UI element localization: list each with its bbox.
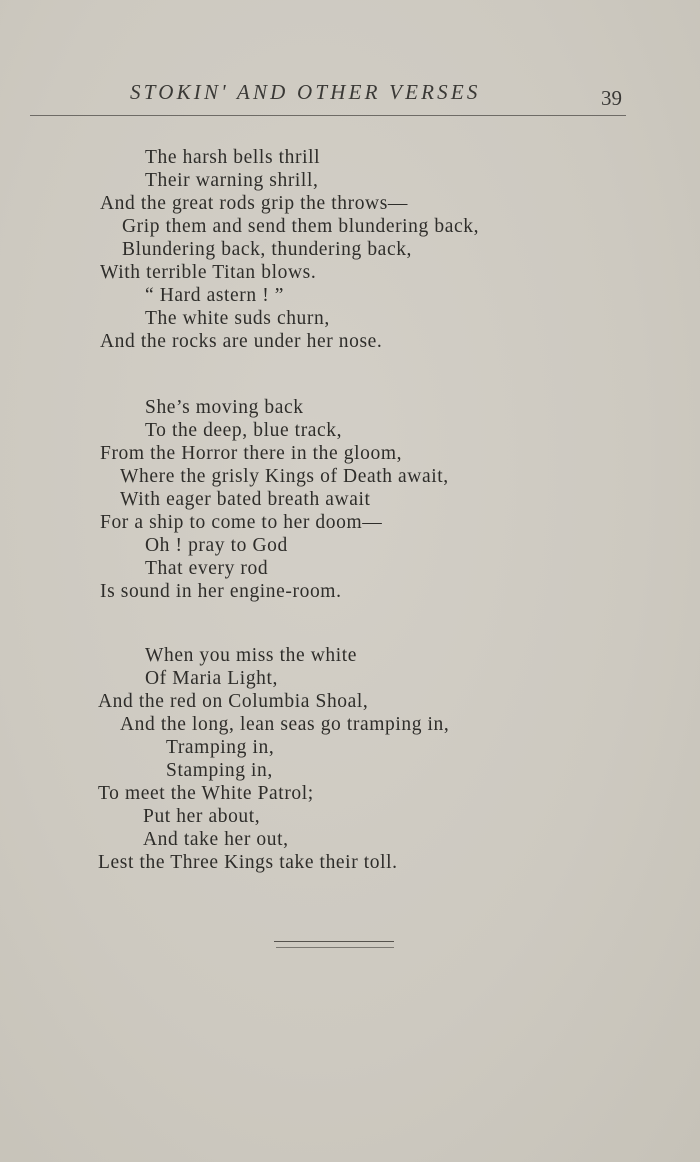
poem-line: And the great rods grip the throws— — [100, 193, 409, 214]
poem-line: Stamping in, — [166, 760, 273, 781]
poem-line: The white suds churn, — [145, 308, 330, 329]
poem-line: From the Horror there in the gloom, — [100, 443, 403, 464]
header-rule — [30, 115, 626, 116]
poem-line: Oh ! pray to God — [145, 535, 288, 556]
running-title: STOKIN' AND OTHER VERSES — [130, 80, 481, 104]
poem-line: Lest the Three Kings take their toll. — [98, 852, 398, 873]
poem-line: And the rocks are under her nose. — [100, 331, 383, 352]
poem-line: With terrible Titan blows. — [100, 262, 317, 283]
poem-line: And the long, lean seas go tramping in, — [120, 714, 450, 735]
poem-line: Their warning shrill, — [145, 170, 319, 191]
poem-line: Tramping in, — [166, 737, 275, 758]
poem-line: Of Maria Light, — [145, 668, 279, 689]
poem-line: And the red on Columbia Shoal, — [98, 691, 369, 712]
page-header — [0, 80, 700, 110]
poem-line: Put her about, — [143, 806, 261, 827]
poem-line: “ Hard astern ! ” — [145, 285, 285, 306]
poem-line: Where the grisly Kings of Death await, — [120, 466, 449, 487]
poem-line: To meet the White Patrol; — [98, 783, 314, 804]
poem-line: Grip them and send them blundering back, — [122, 216, 480, 237]
page-number: 39 — [601, 86, 622, 110]
poem-line: She’s moving back — [145, 397, 304, 418]
poem-line: When you miss the white — [145, 645, 358, 666]
end-ornament-rule — [274, 941, 394, 942]
poem-line: Blundering back, thundering back, — [122, 239, 413, 260]
poem-line: Is sound in her engine-room. — [100, 581, 342, 602]
poem-line: To the deep, blue track, — [145, 420, 343, 441]
poem-line: For a ship to come to her doom— — [100, 512, 383, 533]
poem-line: With eager bated breath await — [120, 489, 371, 510]
poem-line: And take her out, — [143, 829, 289, 850]
poem-line: The harsh bells thrill — [145, 147, 321, 168]
poem-line: That every rod — [145, 558, 269, 579]
end-ornament-rule — [276, 947, 394, 948]
